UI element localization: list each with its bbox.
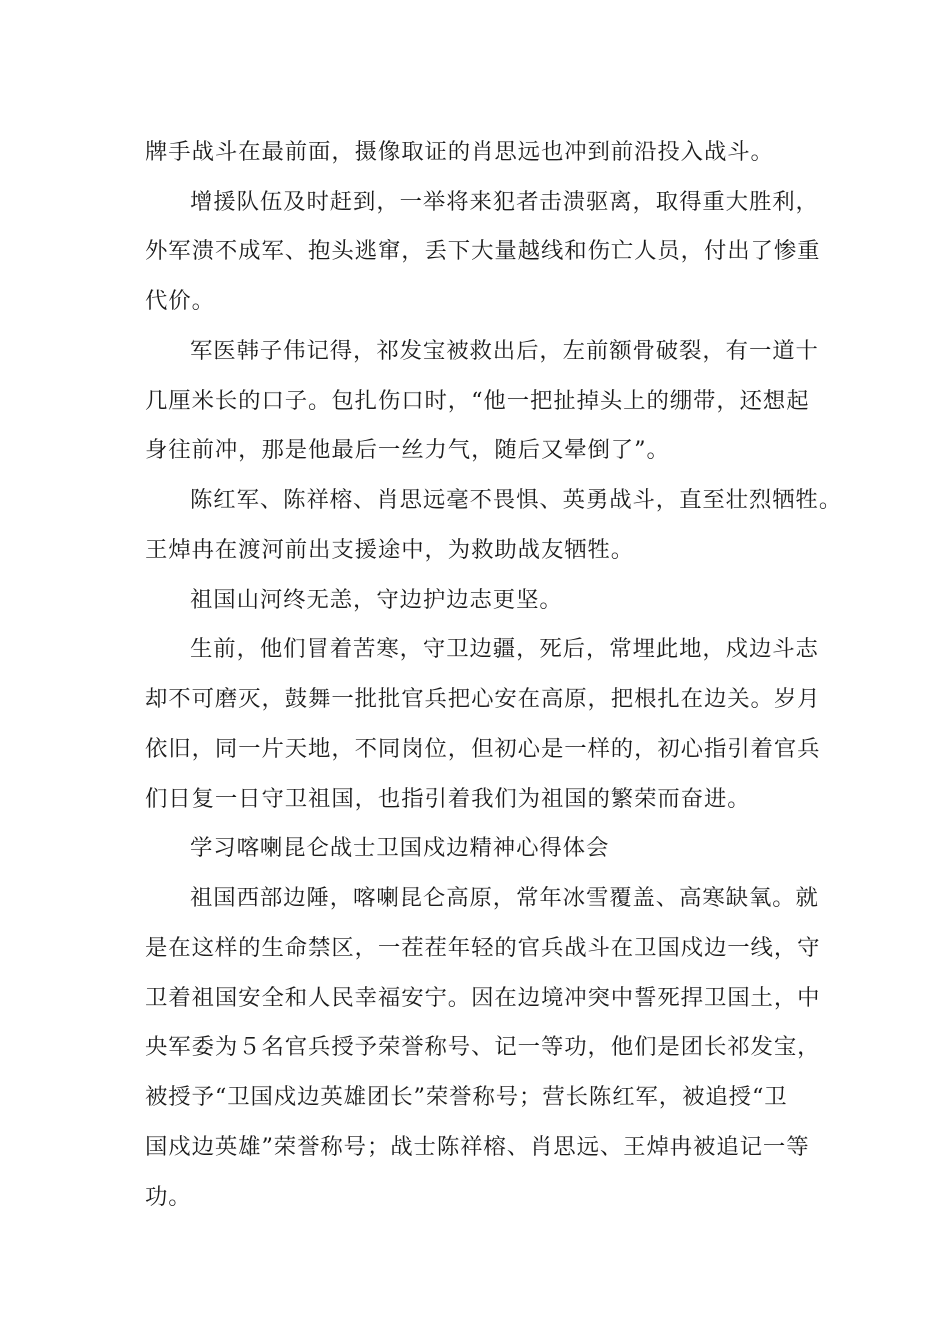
paragraph-line: 增援队伍及时赶到，一举将来犯者击溃驱离，取得重大胜利， [190, 189, 819, 215]
paragraph-line: 陈红军、陈祥榕、肖思远毫不畏惧、英勇战斗，直至壮烈牺牲。 [190, 487, 843, 513]
paragraph-line: 牌手战斗在最前面，摄像取证的肖思远也冲到前沿投入战斗。 [145, 139, 774, 165]
paragraph-line: 几厘米长的口子。包扎伤口时，“他一把扯掉头上的绷带，还想起 [145, 388, 810, 414]
paragraph-line: 生前，他们冒着苦寒，守卫边疆，死后，常埋此地，戍边斗志 [190, 636, 819, 662]
paragraph-line: 们日复一日守卫祖国，也指引着我们为祖国的繁荣而奋进。 [145, 786, 751, 812]
paragraph-line: 国戍边英雄”荣誉称号；战士陈祥榕、肖思远、王焯冉被追记一等 [145, 1134, 810, 1160]
paragraph-line: 王焯冉在渡河前出支援途中，为救助战友牺牲。 [145, 537, 635, 563]
paragraph-line: 代价。 [145, 288, 215, 314]
section-title: 学习喀喇昆仑战士卫国戍边精神心得体会 [190, 835, 610, 861]
paragraph-line: 身往前冲，那是他最后一丝力气，随后又晕倒了”。 [145, 437, 670, 463]
paragraph-line: 却不可磨灭，鼓舞一批批官兵把心安在高原，把根扎在边关。岁月 [145, 686, 821, 712]
paragraph-line: 外军溃不成军、抱头逃窜，丢下大量越线和伤亡人员，付出了惨重 [145, 238, 821, 264]
paragraph-line: 是在这样的生命禁区，一茬茬年轻的官兵战斗在卫国戍边一线，守 [145, 935, 821, 961]
paragraph-line: 军医韩子伟记得，祁发宝被救出后，左前额骨破裂，有一道十 [190, 338, 819, 364]
paragraph-line: 卫着祖国安全和人民幸福安宁。因在边境冲突中誓死捍卫国土，中 [145, 985, 821, 1011]
paragraph-line: 祖国西部边陲，喀喇昆仑高原，常年冰雪覆盖、高寒缺氧。就 [190, 885, 819, 911]
paragraph-line: 祖国山河终无恙，守边护边志更坚。 [190, 587, 563, 613]
paragraph-line: 依旧，同一片天地，不同岗位，但初心是一样的，初心指引着官兵 [145, 736, 821, 762]
paragraph-line: 被授予“卫国戍边英雄团长”荣誉称号；营长陈红军，被追授“卫 [145, 1084, 788, 1110]
paragraph-line: 央军委为５名官兵授予荣誉称号、记一等功，他们是团长祁发宝， [145, 1034, 821, 1060]
paragraph-line: 功。 [145, 1184, 192, 1210]
